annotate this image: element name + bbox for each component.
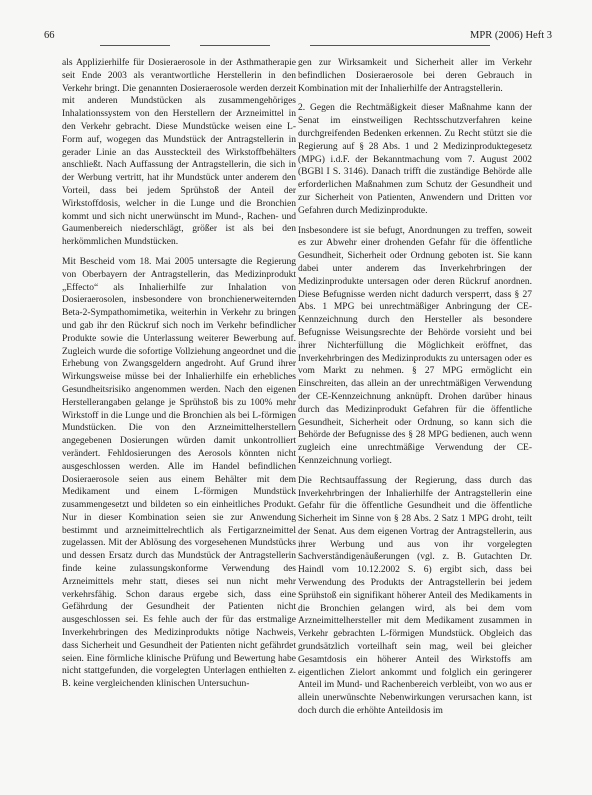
page-number: 66 [44,30,55,41]
header-rule [310,45,490,46]
paragraph: als Applizierhilfe für Dosieraerosole in der Asthmatherapie seit Ende 2003 als verantwortliche Herstellerin in den Verkehr bringt. Die genannten Dosieraerosole werden derzeit mit anderen Mundstücken als zusammengehöriges Inhalationssystem von den Herstellern der Arzneimittel in den Verkehr gebracht. Diese Mundstücke weisen eine L-Form auf, wogegen das Mundstück der Antragstellerin in gerader Linie an das Aussteckteil des Wirkstoffbehälters anschließt. Nach Auffassung der Antragstellerin, die sich in der Werbung vertritt, hat ihr Mundstück unter anderem den Vorteil, dass bei jedem Sprühstoß der Anteil der Wirkstoffdosis, welcher in die Lunge und die Bronchien kommt und sich nicht unerwünscht im Mund-, Rachen- und Gaumenbereich niederschlägt, größer ist als bei den herkömmlichen Mundstücken. [62,58,296,248]
paragraph: Die Rechtsauffassung der Regierung, dass durch das Inverkehrbringen der Inhalierhilfe der Antragstellerin eine Gefahr für die öffentliche Gesundheit und die öffentliche Sicherheit im Sinne von § 28 Abs. 2 Satz 1 MPG droht, teilt der Senat. Aus dem eigenen Vortrag der Antragstellerin, aus ihrer Werbung und aus von ihr vorgelegten Sachverständigenäußerungen (vgl. z. B. Gutachten Dr. Haindl vom 10.12.2002 S. 6) ergibt sich, dass bei Verwendung des Produkts der Antragstellerin bei jedem Sprühstoß ein signifikant höherer Anteil des Medikaments in die Bronchien gelangen wird, als bei dem vom Arzneimittelhersteller mit dem Medikament zusammen in Verkehr gebrachten L-förmigen Mundstück. Obgleich das grundsätzlich vorteilhaft sein mag, weil bei gleicher Gesamtdosis ein höherer Anteil des Wirkstoffs am eigentlichen Zielort ankommt und folglich ein geringerer Anteil im Mund- und Rachenbereich verbleibt, von wo aus er allein unerwünschte Nebenwirkungen verursachen kann, ist doch durch die erhöhte Anteildosis im [298,475,532,717]
journal-header: MPR (2006) Heft 3 [470,30,552,41]
left-column [62,57,296,691]
paragraph: Insbesondere ist sie befugt, Anordnungen zu treffen, soweit es zur Abwehr einer drohenden Gefahr für die öffentliche Gesundheit, Sicherheit oder Ordnung geboten ist. Sie kann dabei unter anderem das Inverkehrbringen der Medizinprodukte untersagen oder deren Rückruf anordnen. Diese Befugnisse werden nicht dadurch versperrt, dass § 27 Abs. 1 MPG bei unrechtmäßiger Anbringung der CE-Kennzeichnung durch den Hersteller als besondere Befugnisse Weisungsrechte der Behörde vorsieht und bei ihrer Nichterfüllung die Möglichkeit eröffnet, das Inverkehrbringen des Medizinprodukts zu untersagen oder es vom Markt zu nehmen. § 27 MPG ermöglicht ein Einschreiten, das allein an der unrechtmäßigen Verwendung der CE-Kennzeichnung anknüpft. Drohen darüber hinaus durch das Medizinprodukt Gefahren für die öffentliche Gesundheit, Sicherheit oder Ordnung, so kann sich die Behörde der Befugnisse des § 28 MPG bedienen, auch wenn zugleich eine unrechtmäßige Verwendung der CE-Kennzeichnung vorliegt. [298,225,532,466]
paragraph: 2. Gegen die Rechtmäßigkeit dieser Maßnahme kann der Senat im einstweiligen Rechtsschutzverfahren keine durchgreifenden Bedenken erkennen. Zu Recht stützt sie die Regierung auf § 28 Abs. 1 und 2 Medizinproduktegesetz (MPG) i.d.F. der Bekanntmachung vom 7. August 2002 (BGBl I S. 3146). Danach trifft die zuständige Behörde alle erforderlichen Maßnahmen zum Schutz der Gesundheit und zur Sicherheit von Patienten, Anwendern und Dritten vor Gefahren durch Medizinprodukte. [298,103,532,216]
paragraph: Mit Bescheid vom 18. Mai 2005 untersagte die Regierung von Oberbayern der Antragstellerin, das Medizinprodukt „Effecto“ als Inhalierhilfe zur Inhalation von Dosieraerosolen, insbesondere von bronchienerweiternden Beta-2-Sympathomimetika, weiterhin in Verkehr zu bringen und gab ihr den Rückruf sich noch im Verkehr befindlicher Produkte sowie die Unterlassung weiterer Bewerbung auf. Zugleich wurde die sofortige Vollziehung angeordnet und die Erhebung von Zwangsgeldern angedroht. Auf Grund ihrer Wirkungsweise müsse bei der Inhalierhilfe ein erhebliches Gesundheitsrisiko angenommen werden. Nach den eigenen Herstellerangaben gelange je Sprühstoß bis zu 100% mehr Wirkstoff in die Lunge und die Bronchien als bei L-förmigen Mundstücken. Die von den Arzneimittelherstellern angegebenen Dosierungen würden damit unkontrolliert verändert. Fehldosierungen des Aerosols könnten nicht ausgeschlossen werden. Alle im Handel befindlichen Dosieraerosole seien aus einem Behälter mit dem Medikament und einem L-förmigen Mundstück zusammengesetzt und bildeten so ein einheitliches Produkt. Nur in dieser Kombination seien sie zur Anwendung bestimmt und arzneimittelrechtlich als Fertigarzneimittel zugelassen. Mit der Ablösung des vorgesehenen Mundstücks und dessen Ersatz durch das Mundstück der Antragstellerin finde keine zulassungskonforme Verwendung des Arzneimittels mehr statt, dieses sei nun nicht mehr verkehrsfähig. Schon daraus ergebe sich, dass eine Gefährdung der Gesundheit der Patienten nicht ausgeschlossen sei. Es fehle auch der für das erstmalige Inverkehrbringen des Medizinprodukts nötige Nachweis, dass Sicherheit und Gesundheit der Patienten nicht gefährdet seien. Eine förmliche klinische Prüfung und Bewertung habe nicht stattgefunden, die vorgelegten Unterlagen enthielten z. B. keine vergleichenden klinischen Untersuchun- [62,256,296,690]
paragraph: gen zur Wirksamkeit und Sicherheit aller im Verkehr befindlichen Dosieraerosole bei deren Gebrauch in Kombination mit der Inhalierhilfe der Antragstellerin. [298,58,532,94]
header-rule [100,45,170,46]
right-column [298,57,532,718]
header-rule [200,45,270,46]
